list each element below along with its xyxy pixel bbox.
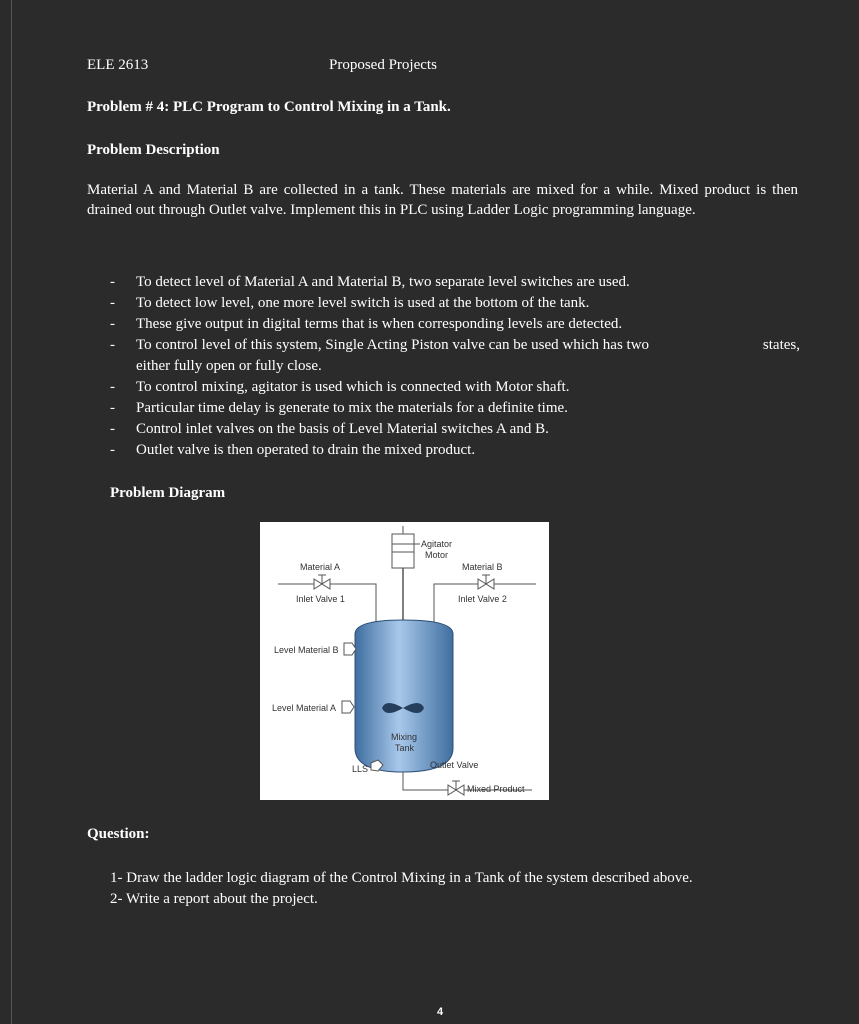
- list-item-text: Outlet valve is then operated to drain the mixed product.: [136, 442, 476, 458]
- agitator-motor-icon: [392, 526, 420, 568]
- page-number: 4: [437, 1006, 444, 1018]
- list-item-text: To detect level of Material A and Material B, two separate level switches are used.: [136, 274, 630, 290]
- list-item: [110, 398, 800, 419]
- bullet-dash: -: [110, 379, 115, 395]
- list-item: [110, 272, 800, 293]
- description-paragraph: Material A and Material B are collected in a tank. These materials are mixed for a while. Mixed product is then drained out through Outlet valve. Implement this in PLC using Ladder Logic programming language.: [87, 182, 798, 218]
- outlet-valve-icon: [448, 781, 464, 795]
- inlet-valve-1-label: Inlet Valve 1: [296, 594, 345, 604]
- bullet-dash: -: [110, 295, 115, 311]
- list-item-text: To control level of this system, Single Acting Piston valve can be used which has two: [136, 337, 650, 353]
- level-switch-a-icon: [342, 701, 354, 713]
- list-item-trailing-word: states,: [762, 337, 800, 353]
- requirements-list: [110, 272, 800, 461]
- question-item: 1- Draw the ladder logic diagram of the Control Mixing in a Tank of the system described above.: [110, 870, 693, 886]
- problem-title: Problem # 4: PLC Program to Control Mixing in a Tank.: [87, 99, 451, 115]
- question-list: [110, 868, 693, 910]
- material-b-label: Material B: [462, 562, 503, 572]
- list-item-text: These give output in digital terms that is when corresponding levels are detected.: [136, 316, 623, 332]
- description-heading: Problem Description: [87, 142, 220, 158]
- level-switch-b-icon: [344, 643, 356, 655]
- diagram-svg: [260, 522, 549, 800]
- list-item-continuation: either fully open or fully close.: [136, 358, 322, 374]
- list-item-text: Control inlet valves on the basis of Level Material switches A and B.: [136, 421, 549, 437]
- material-a-label: Material A: [300, 562, 341, 572]
- list-item: [110, 419, 800, 440]
- mixed-product-label: Mixed Product: [467, 784, 525, 794]
- inlet-valve-2-icon: [478, 575, 494, 589]
- bullet-dash: -: [110, 316, 115, 332]
- list-item-text: To detect low level, one more level switch is used at the bottom of the tank.: [136, 295, 590, 311]
- list-item: [110, 293, 800, 314]
- question-heading: Question:: [87, 826, 150, 842]
- tank-label: Tank: [395, 743, 415, 753]
- bullet-dash: -: [110, 337, 115, 353]
- lls-label: LLS: [352, 764, 369, 774]
- inlet-valve-1-icon: [314, 575, 330, 589]
- outlet-valve-label: Outlet Valve: [430, 760, 479, 770]
- header-course-code: ELE 2613: [87, 57, 149, 73]
- level-material-b-label: Level Material B: [274, 645, 339, 655]
- list-item: [110, 440, 800, 461]
- mixing-tank-diagram: [260, 522, 549, 800]
- header-title: Proposed Projects: [329, 57, 437, 73]
- bullet-dash: -: [110, 442, 115, 458]
- diagram-heading: Problem Diagram: [110, 485, 226, 501]
- motor-label: Motor: [425, 550, 449, 560]
- list-item-text: Particular time delay is generate to mix the materials for a definite time.: [136, 400, 568, 416]
- bullet-dash: -: [110, 400, 115, 416]
- level-material-a-label: Level Material A: [272, 703, 337, 713]
- inlet-valve-2-label: Inlet Valve 2: [458, 594, 507, 604]
- list-item: [110, 377, 800, 398]
- list-item: [110, 314, 800, 335]
- bullet-dash: -: [110, 421, 115, 437]
- agitator-label: Agitator: [421, 539, 453, 549]
- bullet-dash: -: [110, 274, 115, 290]
- list-item: [110, 335, 800, 377]
- question-item: 2- Write a report about the project.: [110, 891, 318, 907]
- list-item-text: To control mixing, agitator is used which is connected with Motor shaft.: [136, 379, 570, 395]
- mixing-label: Mixing: [391, 732, 418, 742]
